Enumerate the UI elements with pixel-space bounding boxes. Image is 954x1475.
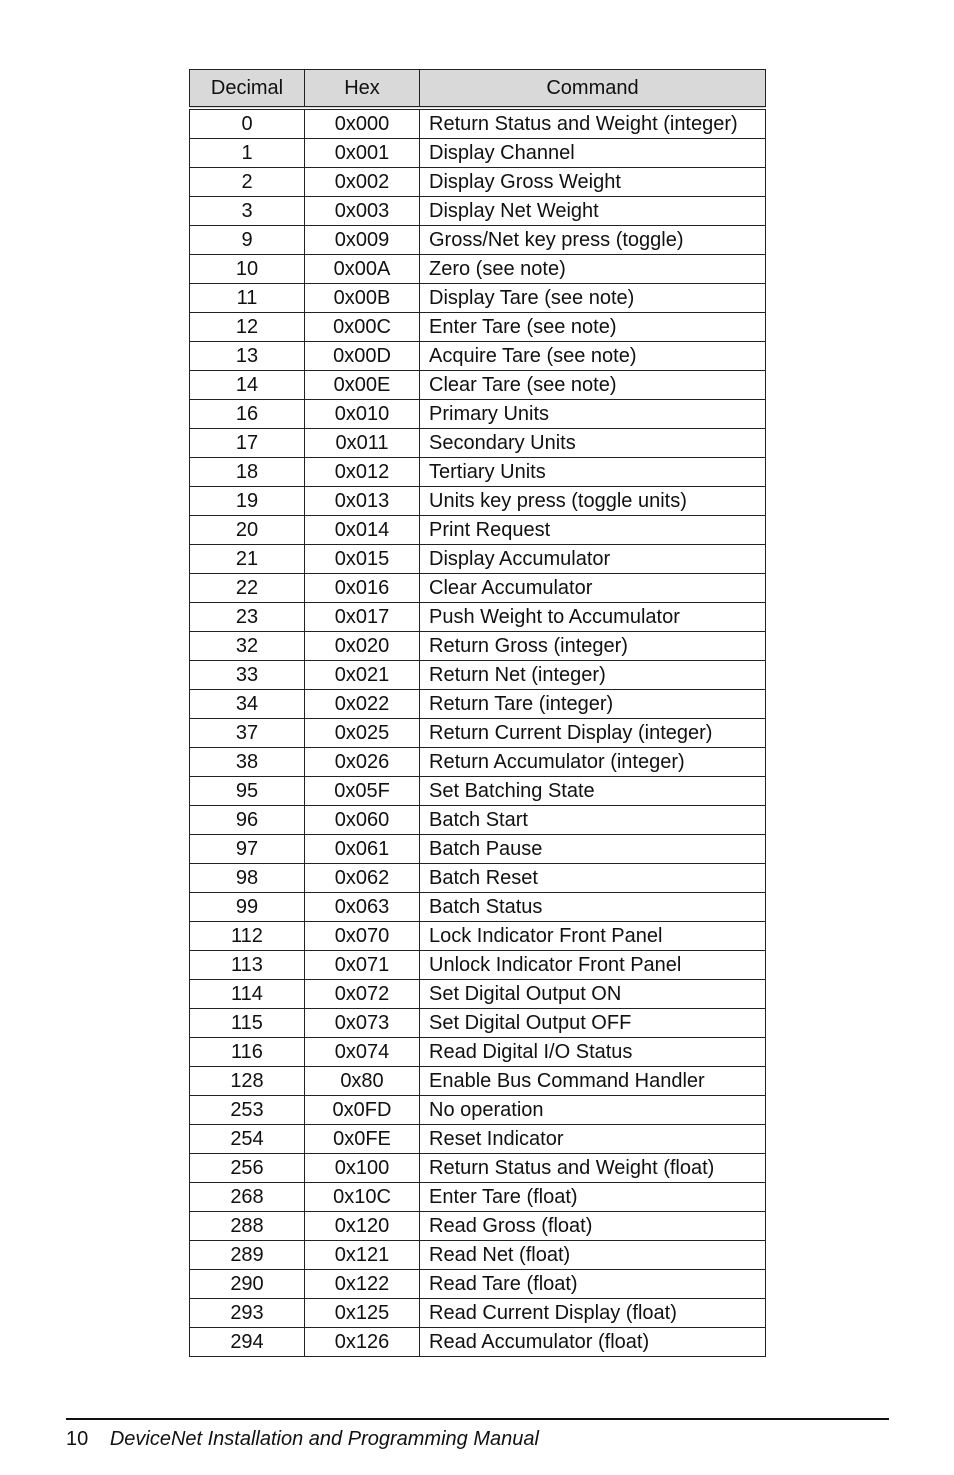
cell-decimal: 288: [190, 1212, 305, 1241]
cell-hex: 0x074: [305, 1038, 420, 1067]
cell-hex: 0x063: [305, 893, 420, 922]
cell-hex: 0x073: [305, 1009, 420, 1038]
cell-command: Print Request: [420, 516, 766, 545]
cell-command: Read Digital I/O Status: [420, 1038, 766, 1067]
cell-command: Read Tare (float): [420, 1270, 766, 1299]
table-row: [190, 400, 766, 429]
cell-hex: 0x070: [305, 922, 420, 951]
cell-command: Unlock Indicator Front Panel: [420, 951, 766, 980]
manual-title: DeviceNet Installation and Programming Manual: [109, 1428, 539, 1450]
cell-hex: 0x120: [305, 1212, 420, 1241]
cell-hex: 0x012: [305, 458, 420, 487]
cell-command: Return Accumulator (integer): [420, 748, 766, 777]
cell-command: Batch Start: [420, 806, 766, 835]
cell-decimal: 17: [190, 429, 305, 458]
cell-hex: 0x00D: [305, 342, 420, 371]
cell-hex: 0x000: [305, 108, 420, 139]
cell-command: Return Status and Weight (integer): [420, 108, 766, 139]
cell-hex: 0x020: [305, 632, 420, 661]
cell-decimal: 32: [190, 632, 305, 661]
cell-command: Return Net (integer): [420, 661, 766, 690]
cell-command: Reset Indicator: [420, 1125, 766, 1154]
cell-decimal: 19: [190, 487, 305, 516]
cell-hex: 0x126: [305, 1328, 420, 1357]
cell-hex: 0x062: [305, 864, 420, 893]
cell-command: Secondary Units: [420, 429, 766, 458]
cell-command: Clear Tare (see note): [420, 371, 766, 400]
cell-command: Enter Tare (see note): [420, 313, 766, 342]
cell-hex: 0x013: [305, 487, 420, 516]
cell-hex: 0x026: [305, 748, 420, 777]
cell-decimal: 10: [190, 255, 305, 284]
cell-hex: 0x05F: [305, 777, 420, 806]
table-row: [190, 835, 766, 864]
cell-command: Lock Indicator Front Panel: [420, 922, 766, 951]
cell-command: Return Tare (integer): [420, 690, 766, 719]
table-row: [190, 1241, 766, 1270]
cell-hex: 0x011: [305, 429, 420, 458]
header-decimal: Decimal: [190, 70, 305, 109]
table-row: [190, 1270, 766, 1299]
cell-command: Return Current Display (integer): [420, 719, 766, 748]
cell-command: Read Net (float): [420, 1241, 766, 1270]
cell-command: Batch Status: [420, 893, 766, 922]
command-table: [189, 69, 766, 1357]
cell-command: Batch Reset: [420, 864, 766, 893]
table-row: [190, 1328, 766, 1357]
cell-decimal: 97: [190, 835, 305, 864]
cell-decimal: 253: [190, 1096, 305, 1125]
cell-command: Return Gross (integer): [420, 632, 766, 661]
cell-command: Display Channel: [420, 139, 766, 168]
cell-command: Set Digital Output ON: [420, 980, 766, 1009]
cell-command: Zero (see note): [420, 255, 766, 284]
cell-command: Units key press (toggle units): [420, 487, 766, 516]
table-row: [190, 1212, 766, 1241]
cell-command: Set Batching State: [420, 777, 766, 806]
cell-command: Batch Pause: [420, 835, 766, 864]
cell-command: Tertiary Units: [420, 458, 766, 487]
cell-decimal: 22: [190, 574, 305, 603]
cell-hex: 0x0FE: [305, 1125, 420, 1154]
table-row: [190, 690, 766, 719]
cell-command: Display Gross Weight: [420, 168, 766, 197]
table-row: [190, 371, 766, 400]
cell-decimal: 18: [190, 458, 305, 487]
table-row: [190, 777, 766, 806]
cell-hex: 0x015: [305, 545, 420, 574]
table-row: [190, 632, 766, 661]
cell-decimal: 254: [190, 1125, 305, 1154]
cell-decimal: 0: [190, 108, 305, 139]
cell-decimal: 128: [190, 1067, 305, 1096]
cell-decimal: 95: [190, 777, 305, 806]
cell-hex: 0x00E: [305, 371, 420, 400]
page-number: 10: [66, 1428, 89, 1450]
cell-hex: 0x002: [305, 168, 420, 197]
cell-command: Primary Units: [420, 400, 766, 429]
cell-decimal: 98: [190, 864, 305, 893]
cell-command: Read Current Display (float): [420, 1299, 766, 1328]
cell-hex: 0x00B: [305, 284, 420, 313]
cell-hex: 0x017: [305, 603, 420, 632]
cell-decimal: 99: [190, 893, 305, 922]
table-row: [190, 1038, 766, 1067]
table-row: [190, 458, 766, 487]
table-row: [190, 1299, 766, 1328]
cell-command: Gross/Net key press (toggle): [420, 226, 766, 255]
cell-command: Read Accumulator (float): [420, 1328, 766, 1357]
cell-decimal: 12: [190, 313, 305, 342]
cell-decimal: 116: [190, 1038, 305, 1067]
cell-command: Set Digital Output OFF: [420, 1009, 766, 1038]
cell-decimal: 113: [190, 951, 305, 980]
table-row: [190, 1009, 766, 1038]
table-row: [190, 1125, 766, 1154]
table-row: [190, 1067, 766, 1096]
cell-decimal: 1: [190, 139, 305, 168]
table-row: [190, 1154, 766, 1183]
cell-decimal: 268: [190, 1183, 305, 1212]
cell-command: Acquire Tare (see note): [420, 342, 766, 371]
table-row: [190, 255, 766, 284]
cell-decimal: 294: [190, 1328, 305, 1357]
cell-command: Enable Bus Command Handler: [420, 1067, 766, 1096]
cell-command: No operation: [420, 1096, 766, 1125]
cell-decimal: 23: [190, 603, 305, 632]
cell-command: Display Net Weight: [420, 197, 766, 226]
cell-hex: 0x00A: [305, 255, 420, 284]
cell-decimal: 290: [190, 1270, 305, 1299]
cell-hex: 0x061: [305, 835, 420, 864]
cell-decimal: 13: [190, 342, 305, 371]
cell-decimal: 33: [190, 661, 305, 690]
cell-command: Display Accumulator: [420, 545, 766, 574]
cell-command: Enter Tare (float): [420, 1183, 766, 1212]
table-row: [190, 168, 766, 197]
footer-rule: [66, 1418, 889, 1420]
cell-hex: 0x009: [305, 226, 420, 255]
cell-hex: 0x014: [305, 516, 420, 545]
cell-command: Read Gross (float): [420, 1212, 766, 1241]
table-row: [190, 603, 766, 632]
table-row: [190, 545, 766, 574]
cell-hex: 0x100: [305, 1154, 420, 1183]
cell-decimal: 20: [190, 516, 305, 545]
cell-decimal: 14: [190, 371, 305, 400]
table-row: [190, 661, 766, 690]
cell-decimal: 34: [190, 690, 305, 719]
cell-decimal: 3: [190, 197, 305, 226]
table-header-row: [190, 70, 766, 109]
cell-decimal: 9: [190, 226, 305, 255]
table-row: [190, 951, 766, 980]
header-command: Command: [420, 70, 766, 109]
cell-hex: 0x025: [305, 719, 420, 748]
table-row: [190, 748, 766, 777]
cell-hex: 0x072: [305, 980, 420, 1009]
cell-decimal: 11: [190, 284, 305, 313]
table-body: [190, 108, 766, 1357]
cell-decimal: 115: [190, 1009, 305, 1038]
cell-hex: 0x0FD: [305, 1096, 420, 1125]
table-row: [190, 1183, 766, 1212]
table-row: [190, 139, 766, 168]
cell-hex: 0x10C: [305, 1183, 420, 1212]
cell-hex: 0x121: [305, 1241, 420, 1270]
table-row: [190, 342, 766, 371]
cell-command: Return Status and Weight (float): [420, 1154, 766, 1183]
cell-command: Clear Accumulator: [420, 574, 766, 603]
table-row: [190, 864, 766, 893]
table-row: [190, 429, 766, 458]
table-row: [190, 980, 766, 1009]
cell-hex: 0x010: [305, 400, 420, 429]
table-row: [190, 197, 766, 226]
cell-hex: 0x071: [305, 951, 420, 980]
cell-decimal: 96: [190, 806, 305, 835]
cell-hex: 0x00C: [305, 313, 420, 342]
cell-hex: 0x060: [305, 806, 420, 835]
cell-decimal: 2: [190, 168, 305, 197]
table-row: [190, 226, 766, 255]
cell-hex: 0x001: [305, 139, 420, 168]
cell-hex: 0x80: [305, 1067, 420, 1096]
cell-decimal: 256: [190, 1154, 305, 1183]
header-hex: Hex: [305, 70, 420, 109]
table-row: [190, 108, 766, 139]
page-footer: [66, 1428, 539, 1451]
cell-hex: 0x021: [305, 661, 420, 690]
cell-decimal: 37: [190, 719, 305, 748]
table-row: [190, 719, 766, 748]
table-row: [190, 487, 766, 516]
cell-decimal: 289: [190, 1241, 305, 1270]
cell-hex: 0x122: [305, 1270, 420, 1299]
cell-decimal: 38: [190, 748, 305, 777]
table-row: [190, 574, 766, 603]
table-row: [190, 1096, 766, 1125]
cell-decimal: 16: [190, 400, 305, 429]
table-row: [190, 922, 766, 951]
cell-command: Display Tare (see note): [420, 284, 766, 313]
cell-hex: 0x016: [305, 574, 420, 603]
cell-hex: 0x022: [305, 690, 420, 719]
cell-hex: 0x125: [305, 1299, 420, 1328]
cell-command: Push Weight to Accumulator: [420, 603, 766, 632]
table-row: [190, 284, 766, 313]
table-row: [190, 516, 766, 545]
table-row: [190, 893, 766, 922]
cell-hex: 0x003: [305, 197, 420, 226]
cell-decimal: 112: [190, 922, 305, 951]
table-row: [190, 806, 766, 835]
cell-decimal: 21: [190, 545, 305, 574]
cell-decimal: 293: [190, 1299, 305, 1328]
cell-decimal: 114: [190, 980, 305, 1009]
table-row: [190, 313, 766, 342]
